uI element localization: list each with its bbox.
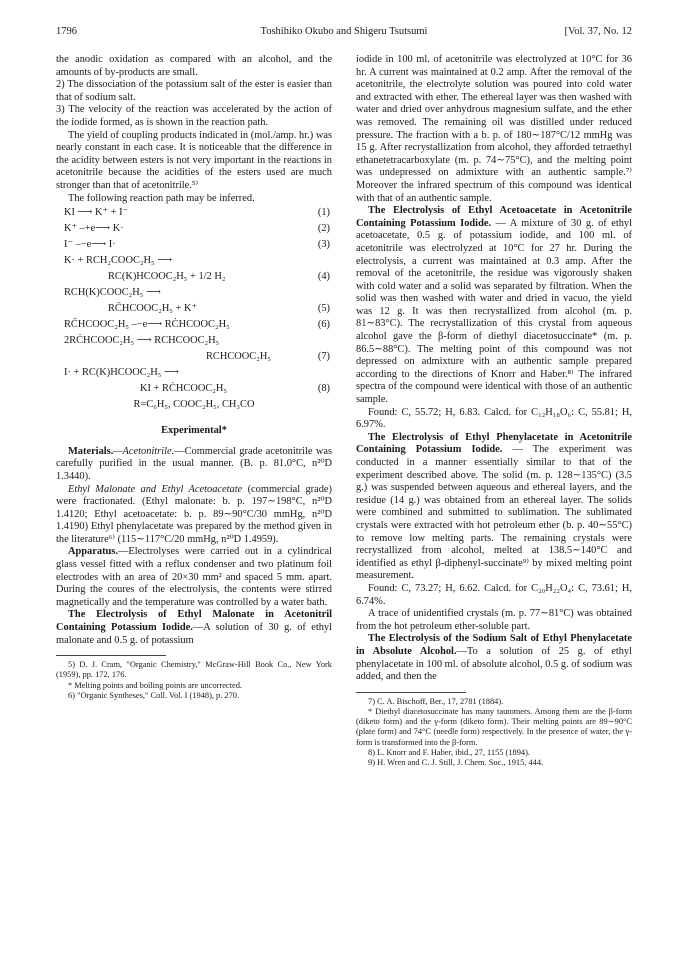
equation-4a: K· + RCH₂COOC₂H₅ ⟶ <box>64 255 173 267</box>
page-number: 1796 <box>56 26 77 37</box>
equation-5b: RC̄HCOOC₂H₅ + K⁺ (5) <box>108 303 330 315</box>
paragraph: The following reaction path may be inferred. <box>68 192 255 204</box>
footnote-rule <box>356 692 466 693</box>
paragraph-electrolysis-acetoacetate: The Electrolysis of Ethyl Acetoacetate in Acetonitrile Containing Potassium Iodide. — A mixture of 30 g. of ethyl acetoacetate, 0.5 g. of potassium iodide, and 100 ml. of acetonitrile was electrolyzed at 10°C for 27 hr. During the electrolysis, a current was maintained at 0.3 amp. After the removal of the acetonitrile, the residue was vigorously shaken with cold water and a solid was separated by filtration. When the solid was then washed with water and dried in vacuo, the yield was 12 g. It was then recrystallized from alcohol (m. p. 81∼83°C). The recrystallization of this crystal from aqueous alcohol gave the β-form of diethyl diacetosuccinate* (m. p. 86.5∼88°C). The melting point of this compound was not depressed on admixture with an authentic sample prepared according to the directions of Knorr and Haber.⁸⁾ The infrared spectra of the compound were identical with those of an authentic sample. <box>356 205 632 406</box>
volume-info: [Vol. 37, No. 12 <box>564 26 632 37</box>
page-header <box>56 26 632 42</box>
footnote: 9) H. Wren and C. J. Still, J. Chem. Soc., 1915, 444. <box>368 757 544 767</box>
right-column <box>356 54 632 768</box>
paragraph-malonate: Ethyl Malonate and Ethyl Acetoacetate (commercial grade) were fractionated. (Ethyl malonate: b. p. 197∼198°C, n²⁰D 1.4120; Ethyl acetoacetate: b. p. 89∼90°C/30 mmHg, n²⁰D 1.4190) Ethyl phenylacetate was prepared by the method given in the literature⁶⁾ (115∼117°C/20 mmHg, n²⁰D 1.4959). <box>56 483 332 545</box>
footnote: 7) C. A. Bischoff, Ber., 17, 2781 (1884). <box>368 696 504 706</box>
equation-6: RC̄HCOOC₂H₅ –−e⟶ RĊHCOOC₂H₅ (6) <box>64 319 330 331</box>
paragraph: 3) The velocity of the reaction was accelerated by the action of the iodide formed, as is shown in the reaction path. <box>56 104 332 128</box>
footnote: 5) D. J. Cram, "Organic Chemistry," McGraw-Hill Book Co., New York (1959), pp. 172, 176. <box>56 660 332 680</box>
paragraph-materials: Materials.—Acetonitrile.—Commercial grade acetonitrile was carefully purified in the usual manner. (B. p. 81.0°C, n²⁰D 1.3440). <box>56 445 332 482</box>
paragraph: A trace of unidentified crystals (m. p. 77∼81°C) was obtained from the hot petroleum ether-soluble part. <box>356 608 632 632</box>
equation-5a: RCH(K)COOC₂H₅ ⟶ <box>64 287 161 299</box>
equation-2: K⁺ –+e⟶ K· (2) <box>64 223 330 235</box>
footnote: 6) "Organic Syntheses," Coll. Vol. I (1948), p. 270. <box>68 690 240 700</box>
paragraph-electrolysis-sodium-salt: The Electrolysis of the Sodium Salt of Ethyl Phenylacetate in Absolute Alcohol.—To a solution of 25 g. of ethyl phenylacetate in 100 ml. of absolute alcohol, 0.5 g. of sodium was added, and then the <box>356 633 632 683</box>
equation-8a: I· + RC(K)HCOOC₂H₅ ⟶ <box>64 367 179 379</box>
left-column <box>56 54 332 701</box>
paragraph: 2) The dissociation of the potassium salt of the ester is easier than that of sodium salt. <box>56 79 332 103</box>
paragraph-apparatus: Apparatus.—Electrolyses were carried out in a cylindrical glass vessel fitted with a reflux condenser and two platinum foil electrodes with an area of 20×30 mm² and spaced 5 mm. apart. During the coures of the electrolysis, the contents were stirred magnetically and the temperature was controlled by a water bath. <box>56 546 332 608</box>
footnote: * Diethyl diacetosuccinate has many tautomers. Among them are the β-form (diketo form) and the γ-form (diketo form). Their melting points are 89∼90°C (plate form) and 74°C (needle form) respectively. In the presence of water, the γ-form is transformed into the β-form. <box>356 706 632 747</box>
equation-4b: RC(K)HCOOC₂H₅ + 1/2 H₂ (4) <box>108 271 330 283</box>
paragraph: the anodic oxidation as compared with an alcohol, and the amounts of by-products are small. <box>56 54 332 78</box>
running-authors: Toshihiko Okubo and Shigeru Tsutsumi <box>260 26 428 37</box>
equation-r-definition: R=C₆H₅, COOC₂H₅, CH₃CO <box>133 399 255 411</box>
equation-7a: 2RĊHCOOC₂H₅ ⟶ RCHCOOC₂H₅ <box>64 335 220 347</box>
analysis-result: Found: C, 73.27; H, 6.62. Calcd. for C₂₀H₂₂O₄: C, 73.61; H, 6.74%. <box>356 582 632 607</box>
footnote: 8) L. Knorr and F. Haber, ibid., 27, 1155 (1894). <box>368 747 530 757</box>
paragraph-electrolysis-malonate: The Electrolysis of Ethyl Malonate in Acetonitril Containing Potassium Iodide.—A solution of 30 g. of ethyl malonate and 0.5 g. of potassium <box>56 609 332 646</box>
equation-1: KI ⟶ K⁺ + I⁻ (1) <box>64 207 330 219</box>
equation-8b: KI + RĊHCOOC₂H₅ (8) <box>140 383 330 395</box>
equation-7b: RCHCOOC₂H₅ (7) <box>206 351 330 363</box>
footnote: * Melting points and boiling points are uncorrected. <box>68 680 242 690</box>
equation-3: I⁻ –−e⟶ I· (3) <box>64 239 330 251</box>
footnote-rule <box>56 655 166 656</box>
paragraph: iodide in 100 ml. of acetonitrile was electrolyzed at 10°C for 36 hr. A current was maintained at 0.2 amp. After the removal of the acetonitrile, the electrolyte solution was poured into cold water and extracted with ether. The ethereal layer was then washed with water and dried over anhydrous magnesium sulfate, and the ether was removed. The remaining oil was distilled under reduced pressure. The fraction with a b. p. of 180∼187°C/12 mmHg was 15 g. After recrystallization from alcohol, they afforded tetraethyl ethanetetracarboxylate (m. p. 74∼75°C), and the melting point was undepressed on admixture with an authentic sample.⁷⁾ Moreover the infrared spectrum of this compound was identical with that of an authentic sample. <box>356 54 632 204</box>
analysis-result: Found: C, 55.72; H, 6.83. Calcd. for C₁₂H₁₈O₆: C, 55.81; H, 6.97%. <box>356 406 632 431</box>
reaction-scheme <box>56 207 332 413</box>
paragraph-electrolysis-phenylacetate: The Electrolysis of Ethyl Phenylacetate in Acetonitrile Containing Potassium Iodide. — The experiment was conducted in a manner essentially similar to that of the experiment described above. The solid (m. p. 128∼135°C) (3.5 g.) was suspended between aqueous and ethereal layers, and the residue (14 g.) was obtained from an ethereal layer. The solids were combined and submitted to sublimation. The sublimated crystals were extracted with hot petroleum ether (b. p. 40∼55°C) to remove low melting parts. The remaining crystals were recrystallized from alcohol, melted at 138.5∼140°C and identified as ethyl β-diphenyl-succinate⁹⁾ by mixed melting point measurement. <box>356 431 632 582</box>
paragraph: The yield of coupling products indicated in (mol./amp. hr.) was nearly constant in each case. It is noticeable that the difference in the acidity between esters is not very important in the reactions in acetonitrile because the acidities of the esters used are much stronger than that of acetonitrile.⁵⁾ <box>56 129 332 191</box>
section-heading: Experimental* <box>161 425 227 437</box>
